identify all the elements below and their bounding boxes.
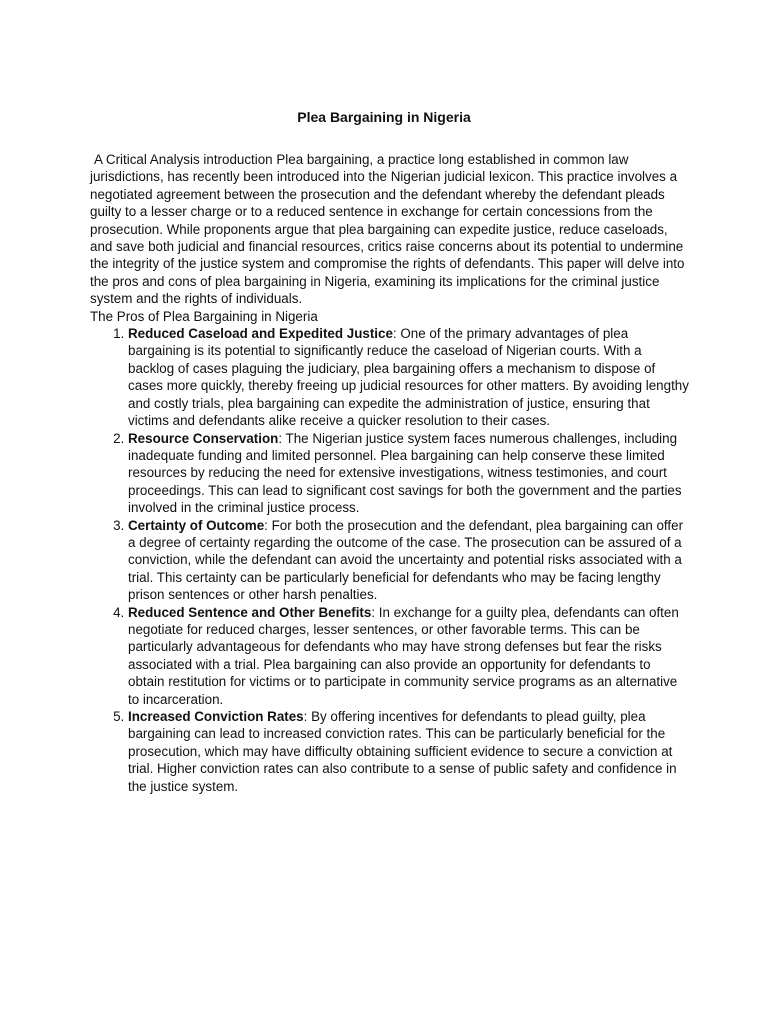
list-item-term: Certainty of Outcome <box>128 517 265 533</box>
list-item <box>128 517 690 604</box>
list-item <box>128 430 690 517</box>
document-body <box>90 151 690 795</box>
list-item-term: Resource Conservation <box>128 430 279 446</box>
list-item <box>128 325 690 429</box>
list-item-term: Increased Conviction Rates <box>128 709 304 724</box>
list-item-term: Reduced Sentence and Other Benefits <box>128 604 372 620</box>
pros-list <box>90 325 690 795</box>
list-item-text: : For both the prosecution and the defendant, plea bargaining can offer a degree of certainty regarding the outcome of the case. The prosecution can be assured of a conviction, while the defendant can avoid the uncertainty and potential risks associated with a trial. This certainty can be particularly beneficial for defendants who may be facing lengthy prison sentences or other harsh penalties. <box>128 517 684 603</box>
list-item-text: : By offering incentives for defendants to plead guilty, plea bargaining can lead to increased conviction rates. This can be particularly beneficial for the prosecution, which may have difficulty obtaining sufficient evidence to secure a conviction at trial. Higher conviction rates can also contribute to a sense of public safety and confidence in the justice system. <box>128 709 677 794</box>
intro-paragraph: A Critical Analysis introduction Plea bargaining, a practice long established in common law jurisdictions, has recently been introduced into the Nigerian judicial lexicon. This practice involves a negotiated agreement between the prosecution and the defendant whereby the defendant pleads guilty to a lesser charge or to a reduced sentence in exchange for certain concessions from the prosecution. While proponents argue that plea bargaining can expedite justice, reduce caseloads, and save both judicial and financial resources, critics raise concerns about its potential to undermine the integrity of the justice system and compromise the rights of defendants. This paper will delve into the pros and cons of plea bargaining in Nigeria, examining its implications for the criminal justice system and the rights of individuals. <box>90 152 685 307</box>
list-item <box>128 604 690 708</box>
document-title: Plea Bargaining in Nigeria <box>297 109 471 125</box>
pros-heading: The Pros of Plea Bargaining in Nigeria <box>90 308 318 324</box>
list-item-term: Reduced Caseload and Expedited Justice <box>128 326 393 342</box>
list-item-text: : The Nigerian justice system faces numerous challenges, including inadequate funding and limited personnel. Plea bargaining can help conserve these limited resources by reducing the need for extensive investigations, witness testimonies, and court proceedings. This can lead to significant cost savings for both the government and the parties involved in the criminal justice process. <box>128 430 682 516</box>
list-item <box>128 708 690 795</box>
list-item-text: : One of the primary advantages of plea bargaining is its potential to significantly reduce the caseload of Nigerian courts. With a backlog of cases plaguing the judiciary, plea bargaining offers a mechanism to dispose of cases more quickly, thereby freeing up judicial resources for other matters. By avoiding lengthy and costly trials, plea bargaining can expedite the administration of justice, ensuring that victims and defendants alike receive a quicker resolution to their cases. <box>128 326 689 429</box>
list-item-text: : In exchange for a guilty plea, defendants can often negotiate for reduced charges, lesser sentences, or other favorable terms. This can be particularly advantageous for defendants who may have strong defenses but fear the risks associated with a trial. Plea bargaining can also provide an opportunity for defendants to obtain restitution for victims or to participate in community service programs as an alternative to incarceration. <box>128 604 679 707</box>
